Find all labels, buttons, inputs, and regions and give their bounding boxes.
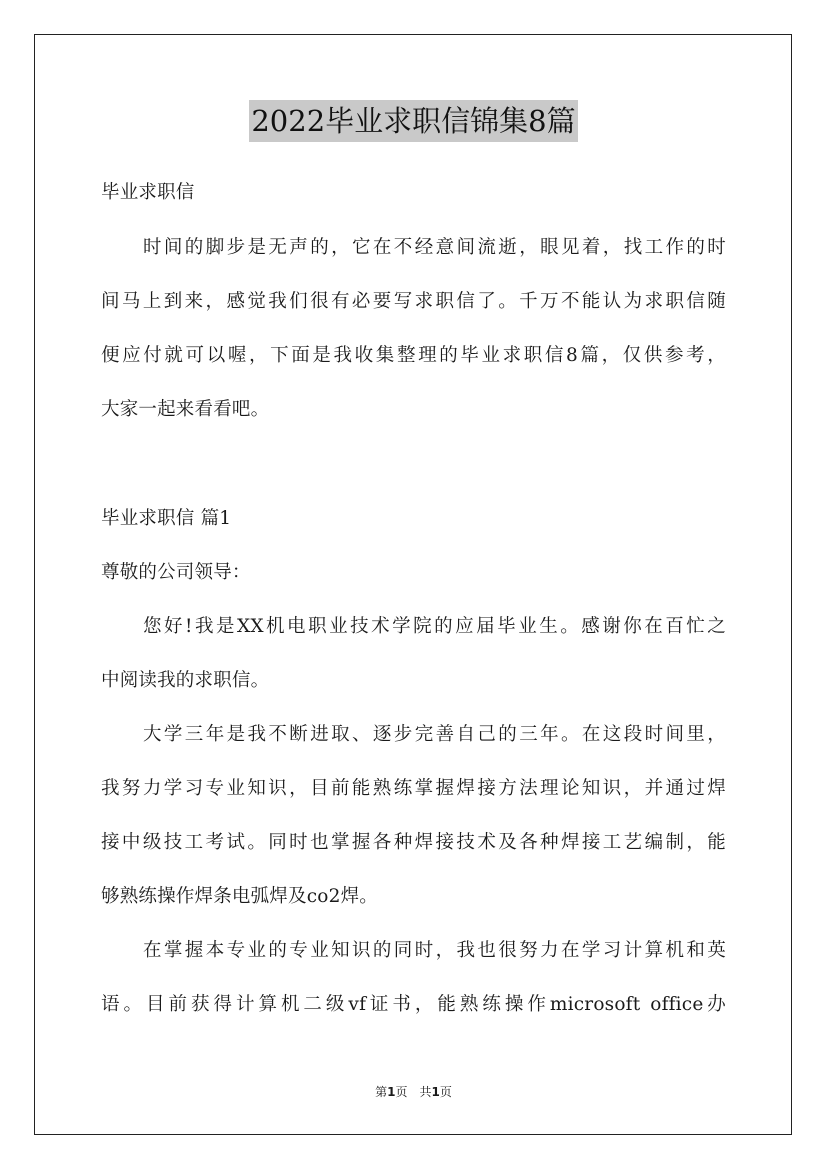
page-prefix: 第 xyxy=(375,1085,388,1099)
page-footer xyxy=(0,1085,827,1099)
intro-heading: 毕业求职信 xyxy=(101,182,195,203)
body-line: 我努力学习专业知识，目前能熟练掌握焊接方法理论知识，并通过焊 xyxy=(101,778,726,799)
body-line: 您好!我是XX机电职业技术学院的应届毕业生。感谢你在百忙之 xyxy=(143,616,726,637)
page-mid: 页 共 xyxy=(395,1085,432,1099)
intro-line: 间马上到来，感觉我们很有必要写求职信了。千万不能认为求职信随 xyxy=(101,291,726,312)
title-container xyxy=(0,100,827,142)
body-line: 接中级技工考试。同时也掌握各种焊接技术及各种焊接工艺编制，能 xyxy=(101,832,726,853)
section-heading: 毕业求职信 篇1 xyxy=(101,508,232,529)
body-line: 在掌握本专业的专业知识的同时，我也很努力在学习计算机和英 xyxy=(143,940,726,961)
body-line: 大学三年是我不断进取、逐步完善自己的三年。在这段时间里， xyxy=(143,724,726,745)
page-suffix: 页 xyxy=(439,1085,452,1099)
intro-line: 大家一起来看看吧。 xyxy=(101,399,270,420)
page-total: 1 xyxy=(431,1085,440,1099)
intro-line: 便应付就可以喔，下面是我收集整理的毕业求职信8篇，仅供参考， xyxy=(101,345,726,366)
intro-line: 时间的脚步是无声的，它在不经意间流逝，眼见着，找工作的时 xyxy=(143,237,726,258)
body-line: 够熟练操作焊条电弧焊及co2焊。 xyxy=(101,886,378,907)
salutation: 尊敬的公司领导： xyxy=(101,562,251,583)
body-line: 中阅读我的求职信。 xyxy=(101,670,270,691)
body-line: 语。目前获得计算机二级vf证书，能熟练操作microsoft office办 xyxy=(101,994,726,1015)
document-title: 2022毕业求职信锦集8篇 xyxy=(249,100,577,142)
page-current: 1 xyxy=(387,1085,396,1099)
